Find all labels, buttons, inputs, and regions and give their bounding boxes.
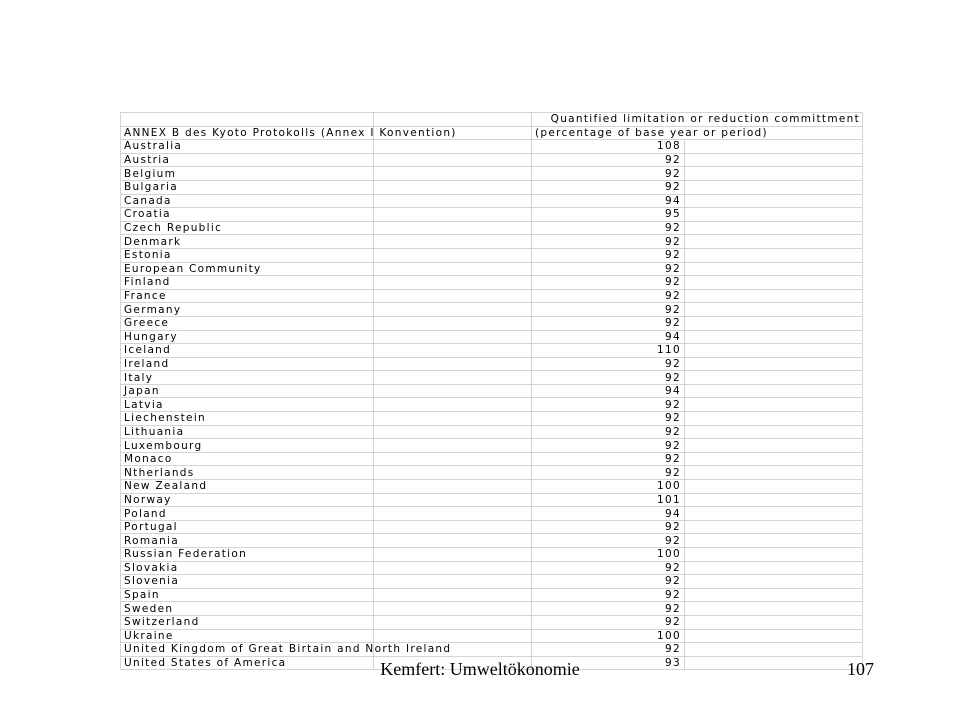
- table-row: [121, 180, 863, 194]
- empty-cell: [685, 262, 863, 276]
- commitment-value-cell: 94: [532, 194, 685, 208]
- empty-cell: [685, 534, 863, 548]
- country-name: Japan: [124, 385, 160, 398]
- commitment-value-cell: 108: [532, 140, 685, 154]
- empty-cell: [374, 303, 532, 317]
- table-row: [121, 330, 863, 344]
- header-cell-empty: [374, 113, 532, 127]
- country-cell: [121, 140, 374, 154]
- empty-cell: [374, 575, 532, 589]
- country-cell: [121, 357, 374, 371]
- table-row: [121, 425, 863, 439]
- country-cell: [121, 520, 374, 534]
- table-row: [121, 235, 863, 249]
- country-name: Romania: [124, 534, 180, 547]
- table-row: [121, 316, 863, 330]
- country-cell: [121, 235, 374, 249]
- empty-cell: [374, 316, 532, 330]
- commitment-value-cell: 92: [532, 602, 685, 616]
- empty-cell: [685, 507, 863, 521]
- country-name: Portugal: [124, 521, 178, 534]
- empty-cell: [374, 208, 532, 222]
- country-cell: [121, 643, 452, 657]
- country-cell: [121, 493, 374, 507]
- country-name: Greece: [124, 317, 170, 330]
- country-cell: [121, 480, 374, 494]
- commitment-value-cell: 92: [532, 303, 685, 317]
- empty-cell: [374, 425, 532, 439]
- country-name: Switzerland: [124, 616, 200, 629]
- empty-cell: [685, 615, 863, 629]
- table-row: [121, 493, 863, 507]
- empty-cell: [374, 167, 532, 181]
- commitment-value-cell: 92: [532, 371, 685, 385]
- country-name: Bulgaria: [124, 181, 178, 194]
- country-cell: [121, 575, 374, 589]
- empty-cell: [374, 289, 532, 303]
- commitment-value-cell: 95: [532, 208, 685, 222]
- empty-cell: [374, 276, 532, 290]
- commitment-value-cell: 92: [532, 520, 685, 534]
- country-name: United States of America: [124, 657, 287, 670]
- table-row: [121, 452, 863, 466]
- country-cell: [121, 289, 374, 303]
- table-row: [121, 398, 863, 412]
- empty-cell: [685, 575, 863, 589]
- commitment-value-cell: 92: [532, 466, 685, 480]
- country-name: Belgium: [124, 167, 177, 180]
- table-row: [121, 262, 863, 276]
- empty-cell: [374, 615, 532, 629]
- empty-cell: [685, 248, 863, 262]
- country-name: New Zealand: [124, 480, 208, 493]
- country-cell: [121, 167, 374, 181]
- country-name: Germany: [124, 303, 182, 316]
- empty-cell: [685, 439, 863, 453]
- country-cell: [121, 303, 374, 317]
- footer-credit: Kemfert: Umweltökonomie: [380, 659, 580, 679]
- country-cell: [121, 262, 374, 276]
- commitment-value-cell: 92: [532, 153, 685, 167]
- empty-cell: [685, 276, 863, 290]
- commitment-value-cell: 92: [532, 439, 685, 453]
- country-name: Latvia: [124, 398, 164, 411]
- empty-cell: [374, 602, 532, 616]
- table-row: [121, 276, 863, 290]
- table-body: [121, 113, 863, 670]
- country-cell: [121, 221, 374, 235]
- country-name: Norway: [124, 493, 172, 506]
- empty-cell: [685, 303, 863, 317]
- table-row: [121, 303, 863, 317]
- empty-cell: [374, 371, 532, 385]
- commitment-value-cell: 92: [532, 221, 685, 235]
- table-row: [121, 140, 863, 154]
- table-row: [121, 248, 863, 262]
- table-row: [121, 615, 863, 629]
- country-name: Sweden: [124, 602, 174, 615]
- page-number: 107: [847, 659, 874, 679]
- commitment-value-cell: 92: [532, 398, 685, 412]
- commitment-value-cell: 94: [532, 384, 685, 398]
- header-cell-empty: [121, 113, 374, 127]
- commitment-value-cell: 101: [532, 493, 685, 507]
- empty-cell: [685, 466, 863, 480]
- empty-cell: [685, 221, 863, 235]
- country-name: Italy: [124, 371, 154, 384]
- country-name: Austria: [124, 154, 171, 167]
- country-name: Australia: [124, 140, 183, 153]
- table-row: [121, 344, 863, 358]
- country-name: Finland: [124, 276, 171, 289]
- empty-cell: [685, 602, 863, 616]
- table-row: [121, 153, 863, 167]
- table-row: [121, 507, 863, 521]
- empty-cell: [685, 480, 863, 494]
- header-row-1: [121, 113, 863, 127]
- country-cell: [121, 316, 374, 330]
- country-cell: [121, 344, 374, 358]
- empty-cell: [374, 330, 532, 344]
- table-row: [121, 602, 863, 616]
- country-cell: [121, 180, 374, 194]
- annex-b-header: ANNEX B des Kyoto Protokolls (Annex I Konvention): [121, 126, 374, 140]
- empty-cell: [374, 384, 532, 398]
- percentage-header: (percentage of base year or period): [532, 126, 863, 140]
- country-name: Ukraine: [124, 629, 174, 642]
- commitment-value-cell: 92: [532, 425, 685, 439]
- country-name: Estonia: [124, 249, 172, 262]
- commitment-value-cell: 92: [532, 561, 685, 575]
- table-row: [121, 384, 863, 398]
- table-row: [121, 208, 863, 222]
- country-name: Canada: [124, 194, 172, 207]
- table-row: [121, 534, 863, 548]
- empty-cell: [685, 384, 863, 398]
- commitment-value-cell: 92: [532, 588, 685, 602]
- empty-cell: [685, 194, 863, 208]
- empty-cell: [374, 412, 532, 426]
- country-cell: [121, 629, 374, 643]
- country-name: Czech Republic: [124, 222, 223, 235]
- empty-cell: [685, 153, 863, 167]
- empty-cell: [374, 194, 532, 208]
- commitment-value-cell: 92: [532, 452, 685, 466]
- table-row: [121, 194, 863, 208]
- empty-cell: [374, 248, 532, 262]
- empty-cell: [685, 398, 863, 412]
- empty-cell: [685, 316, 863, 330]
- empty-cell: [685, 371, 863, 385]
- country-cell: [121, 425, 374, 439]
- empty-cell: [374, 357, 532, 371]
- country-name: United Kingdom of Great Birtain and North Ireland: [124, 643, 452, 656]
- empty-cell: [374, 221, 532, 235]
- empty-cell: [685, 412, 863, 426]
- empty-cell: [685, 493, 863, 507]
- country-cell: [121, 371, 374, 385]
- table-row: [121, 221, 863, 235]
- empty-cell: [685, 208, 863, 222]
- commitment-value-cell: 92: [532, 289, 685, 303]
- commitment-value-cell: 92: [532, 412, 685, 426]
- country-cell: [121, 588, 374, 602]
- country-cell: [121, 439, 374, 453]
- commitment-value-cell: 92: [532, 276, 685, 290]
- table-row: [121, 480, 863, 494]
- empty-cell: [685, 235, 863, 249]
- country-cell: [121, 153, 374, 167]
- country-name: Croatia: [124, 208, 171, 221]
- empty-cell: [374, 534, 532, 548]
- empty-cell: [685, 344, 863, 358]
- kyoto-annex-b-table: [120, 112, 863, 670]
- empty-cell: [685, 452, 863, 466]
- commitment-value-cell: 92: [532, 180, 685, 194]
- country-cell: [121, 330, 374, 344]
- empty-cell: [374, 561, 532, 575]
- country-cell: [121, 194, 374, 208]
- country-name: Spain: [124, 589, 160, 602]
- country-cell: [121, 561, 374, 575]
- empty-cell: [685, 357, 863, 371]
- country-cell: [121, 452, 374, 466]
- country-cell: [121, 548, 374, 562]
- empty-cell: [374, 588, 532, 602]
- commitment-value-cell: 92: [532, 235, 685, 249]
- empty-cell: [685, 140, 863, 154]
- commitment-value-cell: 92: [532, 575, 685, 589]
- commitment-value-cell: 93: [532, 656, 685, 670]
- country-cell: [121, 507, 374, 521]
- country-name: Poland: [124, 507, 167, 520]
- commitment-value-cell: 92: [532, 615, 685, 629]
- country-name: Russian Federation: [124, 548, 248, 561]
- empty-cell: [374, 398, 532, 412]
- empty-cell: [374, 180, 532, 194]
- table-row: [121, 439, 863, 453]
- empty-cell: [374, 493, 532, 507]
- empty-cell: [374, 235, 532, 249]
- empty-cell: [374, 140, 532, 154]
- table-row: [121, 520, 863, 534]
- table-row: [121, 548, 863, 562]
- table-row: [121, 466, 863, 480]
- commitment-value-cell: 94: [532, 330, 685, 344]
- empty-cell: [374, 520, 532, 534]
- commitment-value-cell: 92: [532, 262, 685, 276]
- country-name: Hungary: [124, 330, 178, 343]
- table-row: [121, 357, 863, 371]
- commitment-value-cell: 92: [532, 357, 685, 371]
- country-name: Monaco: [124, 453, 173, 466]
- country-name: Denmark: [124, 235, 182, 248]
- empty-cell: [374, 452, 532, 466]
- empty-cell: [685, 588, 863, 602]
- empty-cell: [685, 548, 863, 562]
- country-cell: [121, 276, 374, 290]
- empty-cell: [685, 289, 863, 303]
- country-name: Ntherlands: [124, 466, 195, 479]
- table-row: [121, 561, 863, 575]
- table-row: [121, 588, 863, 602]
- country-name: Iceland: [124, 344, 172, 357]
- header-row-2: [121, 126, 863, 140]
- country-cell: [121, 248, 374, 262]
- empty-cell: [685, 561, 863, 575]
- empty-cell: [374, 507, 532, 521]
- country-cell: [121, 384, 374, 398]
- empty-cell: [685, 629, 863, 643]
- quantified-limitation-header: Quantified limitation or reduction committment: [532, 113, 863, 127]
- country-name: Ireland: [124, 357, 170, 370]
- commitment-value-cell: 110: [532, 344, 685, 358]
- empty-cell: [374, 548, 532, 562]
- empty-cell: [374, 262, 532, 276]
- table-row: [121, 412, 863, 426]
- country-cell: [121, 534, 374, 548]
- commitment-value-cell: 92: [532, 316, 685, 330]
- empty-cell: [685, 167, 863, 181]
- country-name: European Community: [124, 262, 262, 275]
- table-row: [121, 629, 863, 643]
- empty-cell: [374, 480, 532, 494]
- country-cell: [121, 615, 374, 629]
- table-row: [121, 371, 863, 385]
- country-cell: [121, 398, 374, 412]
- empty-cell: [685, 330, 863, 344]
- table-row: [121, 289, 863, 303]
- country-cell: [121, 466, 374, 480]
- commitment-value-cell: 100: [532, 480, 685, 494]
- commitment-value-cell: 94: [532, 507, 685, 521]
- country-name: Slovakia: [124, 561, 179, 574]
- empty-cell: [374, 629, 532, 643]
- empty-cell: [685, 643, 863, 657]
- empty-cell: [685, 520, 863, 534]
- empty-cell: [374, 344, 532, 358]
- country-name: Slovenia: [124, 575, 180, 588]
- table-row: [121, 167, 863, 181]
- country-name: Liechenstein: [124, 412, 206, 425]
- country-cell: [121, 602, 374, 616]
- country-cell: [121, 208, 374, 222]
- empty-cell: [374, 153, 532, 167]
- empty-cell: [685, 180, 863, 194]
- table-row: [121, 575, 863, 589]
- country-name: France: [124, 290, 167, 303]
- commitment-value-cell: 92: [532, 534, 685, 548]
- empty-cell: [374, 439, 532, 453]
- empty-cell: [685, 425, 863, 439]
- country-name: Lithuania: [124, 425, 185, 438]
- commitment-value-cell: 92: [532, 643, 685, 657]
- country-name: Luxembourg: [124, 439, 203, 452]
- commitment-value-cell: 100: [532, 548, 685, 562]
- commitment-value-cell: 100: [532, 629, 685, 643]
- country-cell: [121, 412, 374, 426]
- empty-cell: [374, 466, 532, 480]
- table-row: [121, 643, 863, 657]
- commitment-value-cell: 92: [532, 167, 685, 181]
- commitment-value-cell: 92: [532, 248, 685, 262]
